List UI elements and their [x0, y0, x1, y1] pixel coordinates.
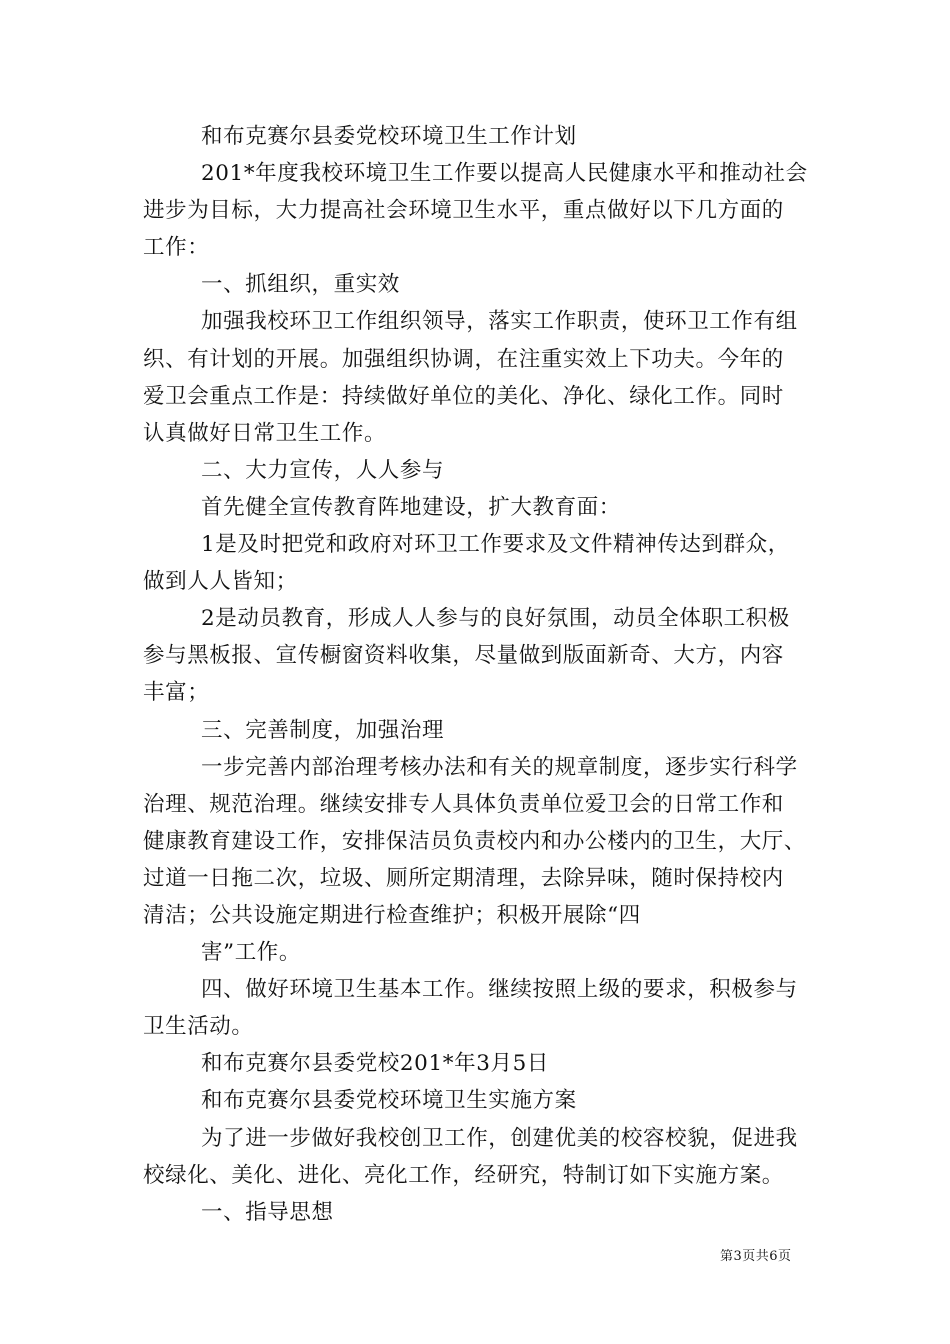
document-line: 2是动员教育，形成人人参与的良好氛围，动员全体职工积极: [201, 606, 790, 632]
document-line: 丰富；: [143, 680, 210, 706]
section-heading: 一、抓组织，重实效: [201, 272, 400, 298]
document-line: 进步为目标，大力提高社会环境卫生水平，重点做好以下几方面的: [143, 198, 784, 224]
document-line: 校绿化、美化、进化、亮化工作，经研究，特制订如下实施方案。: [143, 1162, 784, 1188]
document-line: 做到人人皆知；: [143, 569, 298, 595]
document-line: 首先健全宣传教育阵地建设，扩大教育面：: [201, 494, 621, 520]
document-line: 201*年度我校环境卫生工作要以提高人民健康水平和推动社会: [201, 161, 808, 187]
document-line: 清洁；公共设施定期进行检查维护；积极开展除“四: [143, 902, 641, 928]
document-line: 健康教育建设工作，安排保洁员负责校内和办公楼内的卫生，大厅、: [143, 828, 807, 854]
section-heading: 一、指导思想: [201, 1199, 334, 1225]
page-number-footer: 第3页共6页: [720, 1249, 792, 1264]
document-line: 和布克赛尔县委党校环境卫生工作计划: [201, 124, 577, 149]
document-line: 认真做好日常卫生工作。: [143, 420, 387, 446]
section-heading: 二、大力宣传，人人参与: [201, 457, 445, 483]
document-line: 爱卫会重点工作是：持续做好单位的美化、净化、绿化工作。同时: [143, 383, 784, 409]
document-line: 加强我校环卫工作组织领导，落实工作职责，使环卫工作有组: [201, 309, 798, 335]
section-heading: 三、完善制度，加强治理: [201, 717, 445, 743]
document-line: 织、有计划的开展。加强组织协调，在注重实效上下功夫。今年的: [143, 346, 784, 372]
document-title: 和布克赛尔县委党校环境卫生实施方案: [201, 1088, 577, 1114]
document-line: 1是及时把党和政府对环卫工作要求及文件精神传达到群众，: [201, 532, 790, 558]
document-line: 工作：: [143, 235, 210, 261]
signature-date-line: 和布克赛尔县委党校201*年3月5日: [201, 1051, 549, 1077]
document-line: 治理、规范治理。继续安排专人具体负责单位爱卫会的日常工作和: [143, 791, 784, 817]
document-body: [143, 118, 813, 1231]
document-line: 为了进一步做好我校创卫工作，创建优美的校容校貌，促进我: [201, 1125, 798, 1151]
document-line: 过道一日拖二次，垃圾、厕所定期清理，去除异味，随时保持校内: [143, 865, 784, 891]
document-line: 参与黑板报、宣传橱窗资料收集，尽量做到版面新奇、大方，内容: [143, 643, 784, 669]
section-heading: 四、做好环境卫生基本工作。继续按照上级的要求，积极参与: [201, 977, 798, 1003]
document-line: 卫生活动。: [143, 1014, 254, 1040]
document-line: 一步完善内部治理考核办法和有关的规章制度，逐步实行科学: [201, 754, 798, 780]
document-line: 害”工作。: [201, 940, 301, 966]
